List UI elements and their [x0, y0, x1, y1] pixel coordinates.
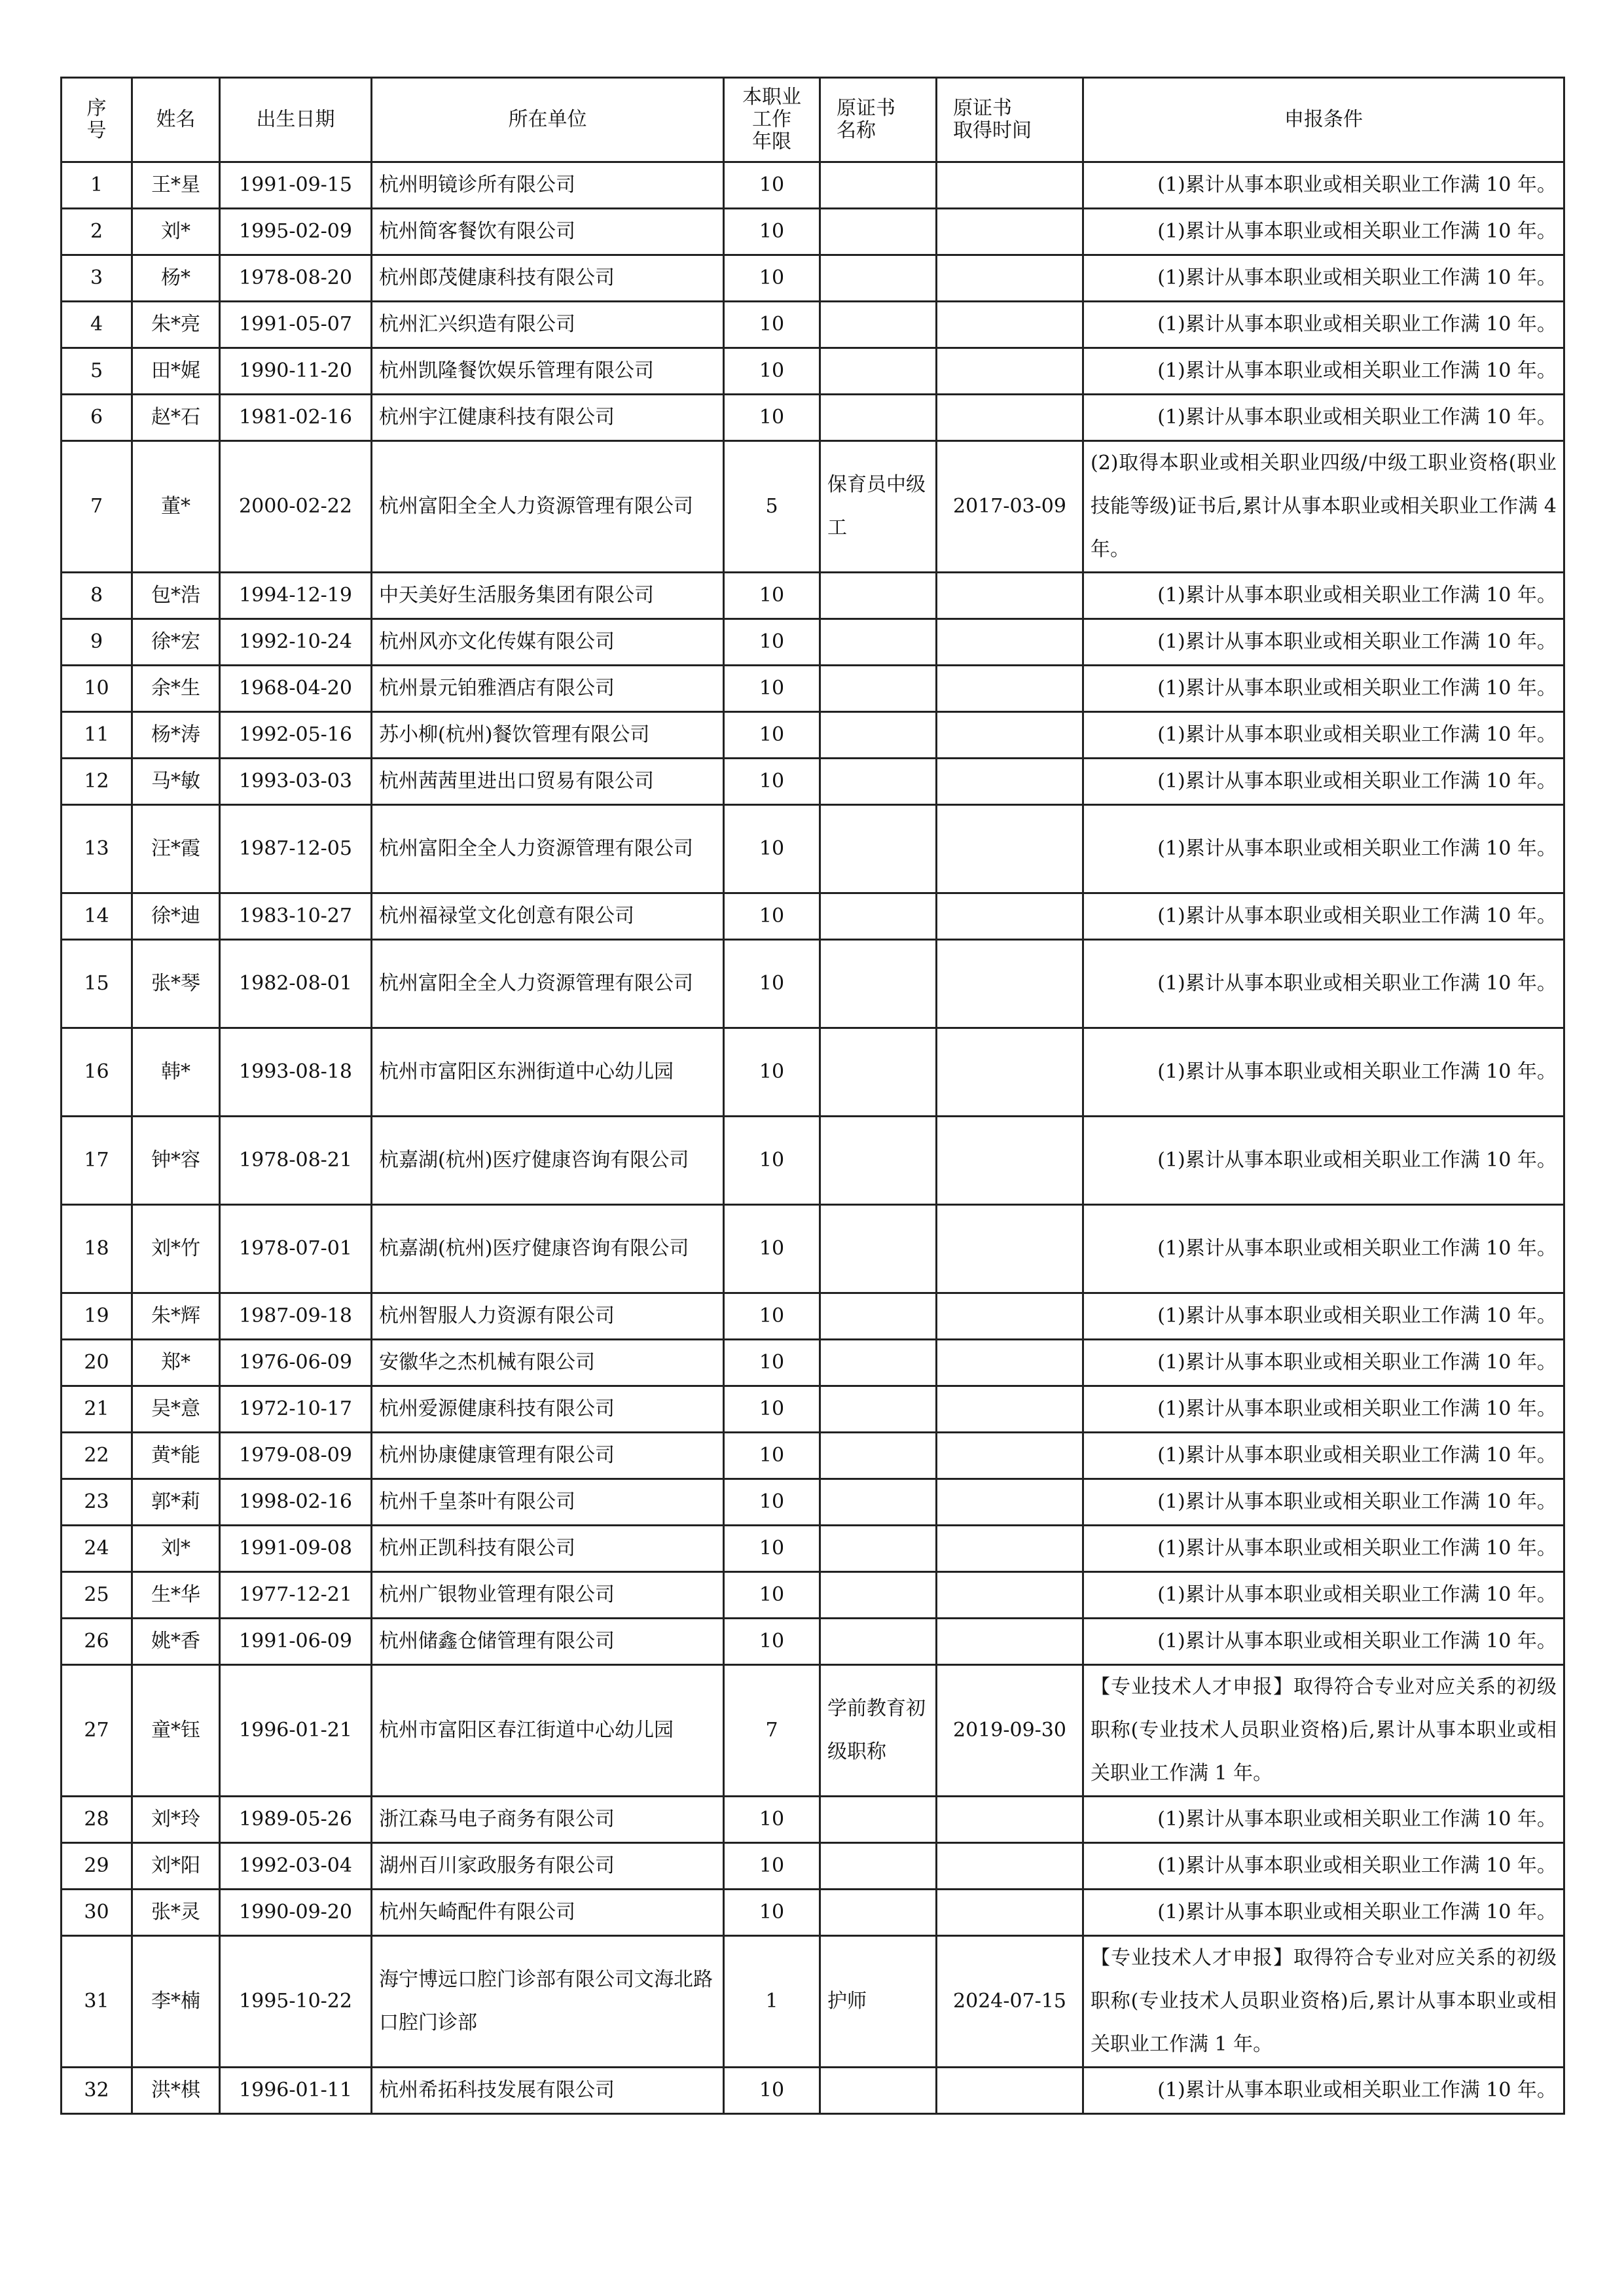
applicant-name: 汪*霞: [132, 805, 220, 893]
certificate-date: [937, 162, 1083, 209]
original-certificate: [820, 395, 937, 441]
years-in-occupation: 10: [724, 162, 820, 209]
application-condition: (1)累计从事本职业或相关职业工作满 10 年。: [1083, 162, 1564, 209]
original-certificate: 护师: [820, 1936, 937, 2068]
application-condition: (1)累计从事本职业或相关职业工作满 10 年。: [1083, 1340, 1564, 1386]
certificate-date: [937, 1890, 1083, 1936]
work-unit: 杭州明镜诊所有限公司: [372, 162, 724, 209]
work-unit: 杭州富阳全全人力资源管理有限公司: [372, 805, 724, 893]
birth-date: 1990-09-20: [220, 1890, 372, 1936]
header-unit: 所在单位: [372, 78, 724, 162]
original-certificate: [820, 759, 937, 805]
birth-date: 1994-12-19: [220, 573, 372, 619]
original-certificate: [820, 1526, 937, 1572]
row-number: 6: [62, 395, 132, 441]
birth-date: 1993-08-18: [220, 1028, 372, 1117]
certificate-date: [937, 1572, 1083, 1619]
years-in-occupation: 10: [724, 805, 820, 893]
applicant-name: 王*星: [132, 162, 220, 209]
application-condition: (1)累计从事本职业或相关职业工作满 10 年。: [1083, 940, 1564, 1028]
original-certificate: [820, 1293, 937, 1340]
table-row: [62, 1293, 1564, 1340]
original-certificate: [820, 1797, 937, 1843]
birth-date: 1978-07-01: [220, 1205, 372, 1293]
application-condition: (1)累计从事本职业或相关职业工作满 10 年。: [1083, 1117, 1564, 1205]
table-row: [62, 759, 1564, 805]
table-row: [62, 1433, 1564, 1479]
applicant-name: 朱*辉: [132, 1293, 220, 1340]
applicant-name: 田*娓: [132, 348, 220, 395]
years-in-occupation: 10: [724, 940, 820, 1028]
table-row: [62, 255, 1564, 302]
birth-date: 1983-10-27: [220, 893, 372, 940]
table-row: [62, 1797, 1564, 1843]
birth-date: 2000-02-22: [220, 441, 372, 573]
row-number: 13: [62, 805, 132, 893]
table-row: [62, 2068, 1564, 2114]
birth-date: 1992-03-04: [220, 1843, 372, 1890]
years-in-occupation: 10: [724, 302, 820, 348]
work-unit: 杭州富阳全全人力资源管理有限公司: [372, 940, 724, 1028]
applicant-name: 韩*: [132, 1028, 220, 1117]
work-unit: 杭州茜茜里进出口贸易有限公司: [372, 759, 724, 805]
row-number: 27: [62, 1665, 132, 1797]
certificate-date: [937, 1619, 1083, 1665]
table-row: [62, 441, 1564, 573]
applicant-name: 张*琴: [132, 940, 220, 1028]
table-row: [62, 348, 1564, 395]
application-condition: (1)累计从事本职业或相关职业工作满 10 年。: [1083, 1433, 1564, 1479]
work-unit: 杭州储鑫仓储管理有限公司: [372, 1619, 724, 1665]
years-in-occupation: 10: [724, 573, 820, 619]
original-certificate: [820, 573, 937, 619]
application-condition: (1)累计从事本职业或相关职业工作满 10 年。: [1083, 1843, 1564, 1890]
row-number: 19: [62, 1293, 132, 1340]
certificate-date: [937, 1843, 1083, 1890]
row-number: 7: [62, 441, 132, 573]
certificate-date: [937, 940, 1083, 1028]
work-unit: 杭州千皇茶叶有限公司: [372, 1479, 724, 1526]
applicant-name: 张*灵: [132, 1890, 220, 1936]
original-certificate: [820, 162, 937, 209]
birth-date: 1991-05-07: [220, 302, 372, 348]
table-row: [62, 619, 1564, 666]
applicant-name: 吴*意: [132, 1386, 220, 1433]
work-unit: 杭州广银物业管理有限公司: [372, 1572, 724, 1619]
table-row: [62, 1843, 1564, 1890]
applicant-name: 董*: [132, 441, 220, 573]
table-row: [62, 302, 1564, 348]
header-no: 序 号: [62, 78, 132, 162]
original-certificate: [820, 666, 937, 712]
application-condition: (1)累计从事本职业或相关职业工作满 10 年。: [1083, 712, 1564, 759]
years-in-occupation: 10: [724, 255, 820, 302]
table-row: [62, 1619, 1564, 1665]
years-in-occupation: 10: [724, 1479, 820, 1526]
birth-date: 1991-09-08: [220, 1526, 372, 1572]
row-number: 8: [62, 573, 132, 619]
years-in-occupation: 10: [724, 1843, 820, 1890]
application-condition: (1)累计从事本职业或相关职业工作满 10 年。: [1083, 893, 1564, 940]
original-certificate: [820, 940, 937, 1028]
original-certificate: [820, 1479, 937, 1526]
years-in-occupation: 10: [724, 1117, 820, 1205]
table-row: [62, 209, 1564, 255]
applicant-name: 杨*涛: [132, 712, 220, 759]
birth-date: 1987-12-05: [220, 805, 372, 893]
application-condition: 【专业技术人才申报】取得符合专业对应关系的初级职称(专业技术人员职业资格)后,累计从事本职业或相关职业工作满 1 年。: [1083, 1665, 1564, 1797]
row-number: 11: [62, 712, 132, 759]
header-years: 本职业 工作 年限: [724, 78, 820, 162]
applicant-name: 童*钰: [132, 1665, 220, 1797]
years-in-occupation: 10: [724, 893, 820, 940]
table-body: [62, 162, 1564, 2114]
table-row: [62, 805, 1564, 893]
applicant-name: 李*楠: [132, 1936, 220, 2068]
application-condition: (1)累计从事本职业或相关职业工作满 10 年。: [1083, 348, 1564, 395]
years-in-occupation: 10: [724, 209, 820, 255]
application-condition: (1)累计从事本职业或相关职业工作满 10 年。: [1083, 1479, 1564, 1526]
application-condition: (1)累计从事本职业或相关职业工作满 10 年。: [1083, 666, 1564, 712]
work-unit: 杭州凯隆餐饮娱乐管理有限公司: [372, 348, 724, 395]
row-number: 24: [62, 1526, 132, 1572]
years-in-occupation: 1: [724, 1936, 820, 2068]
header-birth: 出生日期: [220, 78, 372, 162]
applicant-name: 刘*: [132, 209, 220, 255]
certificate-date: [937, 395, 1083, 441]
certificate-date: [937, 1479, 1083, 1526]
years-in-occupation: 10: [724, 1340, 820, 1386]
work-unit: 杭州汇兴织造有限公司: [372, 302, 724, 348]
application-condition: (1)累计从事本职业或相关职业工作满 10 年。: [1083, 619, 1564, 666]
row-number: 23: [62, 1479, 132, 1526]
row-number: 22: [62, 1433, 132, 1479]
work-unit: 苏小柳(杭州)餐饮管理有限公司: [372, 712, 724, 759]
table-row: [62, 1936, 1564, 2068]
row-number: 29: [62, 1843, 132, 1890]
application-condition: (1)累计从事本职业或相关职业工作满 10 年。: [1083, 1797, 1564, 1843]
applicant-name: 刘*玲: [132, 1797, 220, 1843]
work-unit: 海宁博远口腔门诊部有限公司文海北路口腔门诊部: [372, 1936, 724, 2068]
row-number: 2: [62, 209, 132, 255]
table-row: [62, 1117, 1564, 1205]
application-condition: (1)累计从事本职业或相关职业工作满 10 年。: [1083, 2068, 1564, 2114]
applicant-name: 马*敏: [132, 759, 220, 805]
row-number: 1: [62, 162, 132, 209]
work-unit: 杭嘉湖(杭州)医疗健康咨询有限公司: [372, 1117, 724, 1205]
table-row: [62, 940, 1564, 1028]
application-condition: 【专业技术人才申报】取得符合专业对应关系的初级职称(专业技术人员职业资格)后,累计从事本职业或相关职业工作满 1 年。: [1083, 1936, 1564, 2068]
table-row: [62, 1479, 1564, 1526]
application-condition: (1)累计从事本职业或相关职业工作满 10 年。: [1083, 1028, 1564, 1117]
row-number: 14: [62, 893, 132, 940]
years-in-occupation: 10: [724, 619, 820, 666]
work-unit: 杭州富阳全全人力资源管理有限公司: [372, 441, 724, 573]
years-in-occupation: 10: [724, 1205, 820, 1293]
original-certificate: [820, 1433, 937, 1479]
years-in-occupation: 10: [724, 395, 820, 441]
header-cert-date: 原证书 取得时间: [937, 78, 1083, 162]
original-certificate: [820, 805, 937, 893]
original-certificate: [820, 348, 937, 395]
certificate-date: [937, 1205, 1083, 1293]
original-certificate: [820, 1890, 937, 1936]
original-certificate: [820, 255, 937, 302]
birth-date: 1982-08-01: [220, 940, 372, 1028]
years-in-occupation: 5: [724, 441, 820, 573]
table-row: [62, 1526, 1564, 1572]
work-unit: 杭州矢崎配件有限公司: [372, 1890, 724, 1936]
birth-date: 1995-10-22: [220, 1936, 372, 2068]
application-condition: (1)累计从事本职业或相关职业工作满 10 年。: [1083, 255, 1564, 302]
birth-date: 1995-02-09: [220, 209, 372, 255]
certificate-date: [937, 666, 1083, 712]
work-unit: 杭州郎茂健康科技有限公司: [372, 255, 724, 302]
certificate-date: [937, 1797, 1083, 1843]
applicant-name: 刘*阳: [132, 1843, 220, 1890]
original-certificate: [820, 302, 937, 348]
certificate-date: [937, 893, 1083, 940]
row-number: 31: [62, 1936, 132, 2068]
certificate-date: [937, 1526, 1083, 1572]
original-certificate: [820, 1619, 937, 1665]
application-condition: (1)累计从事本职业或相关职业工作满 10 年。: [1083, 805, 1564, 893]
application-condition: (1)累计从事本职业或相关职业工作满 10 年。: [1083, 1526, 1564, 1572]
application-condition: (2)取得本职业或相关职业四级/中级工职业资格(职业技能等级)证书后,累计从事本职业或相关职业工作满 4 年。: [1083, 441, 1564, 573]
original-certificate: [820, 1843, 937, 1890]
applicant-name: 郭*莉: [132, 1479, 220, 1526]
table-row: [62, 893, 1564, 940]
row-number: 3: [62, 255, 132, 302]
original-certificate: [820, 2068, 937, 2114]
application-condition: (1)累计从事本职业或相关职业工作满 10 年。: [1083, 395, 1564, 441]
work-unit: 杭州协康健康管理有限公司: [372, 1433, 724, 1479]
certificate-date: [937, 348, 1083, 395]
original-certificate: [820, 1117, 937, 1205]
years-in-occupation: 10: [724, 666, 820, 712]
work-unit: 杭州风亦文化传媒有限公司: [372, 619, 724, 666]
certificate-date: 2024-07-15: [937, 1936, 1083, 2068]
birth-date: 1998-02-16: [220, 1479, 372, 1526]
birth-date: 1991-06-09: [220, 1619, 372, 1665]
original-certificate: [820, 1386, 937, 1433]
applicant-name: 姚*香: [132, 1619, 220, 1665]
applicant-name: 杨*: [132, 255, 220, 302]
original-certificate: [820, 1340, 937, 1386]
certificate-date: 2017-03-09: [937, 441, 1083, 573]
certificate-date: 2019-09-30: [937, 1665, 1083, 1797]
work-unit: 杭州景元铂雅酒店有限公司: [372, 666, 724, 712]
birth-date: 1976-06-09: [220, 1340, 372, 1386]
work-unit: 杭州智服人力资源有限公司: [372, 1293, 724, 1340]
application-condition: (1)累计从事本职业或相关职业工作满 10 年。: [1083, 302, 1564, 348]
applicant-name: 刘*: [132, 1526, 220, 1572]
work-unit: 杭州正凯科技有限公司: [372, 1526, 724, 1572]
certificate-date: [937, 302, 1083, 348]
certificate-date: [937, 573, 1083, 619]
row-number: 20: [62, 1340, 132, 1386]
application-condition: (1)累计从事本职业或相关职业工作满 10 年。: [1083, 1890, 1564, 1936]
work-unit: 杭州爱源健康科技有限公司: [372, 1386, 724, 1433]
row-number: 9: [62, 619, 132, 666]
row-number: 5: [62, 348, 132, 395]
original-certificate: 保育员中级工: [820, 441, 937, 573]
row-number: 17: [62, 1117, 132, 1205]
row-number: 32: [62, 2068, 132, 2114]
applicant-name: 徐*宏: [132, 619, 220, 666]
applicant-name: 朱*亮: [132, 302, 220, 348]
certificate-date: [937, 1386, 1083, 1433]
work-unit: 杭州简客餐饮有限公司: [372, 209, 724, 255]
applicant-name: 徐*迪: [132, 893, 220, 940]
years-in-occupation: 10: [724, 1293, 820, 1340]
row-number: 15: [62, 940, 132, 1028]
years-in-occupation: 10: [724, 712, 820, 759]
work-unit: 浙江森马电子商务有限公司: [372, 1797, 724, 1843]
header-cert: 原证书 名称: [820, 78, 937, 162]
certificate-date: [937, 805, 1083, 893]
applicant-name: 黄*能: [132, 1433, 220, 1479]
birth-date: 1981-02-16: [220, 395, 372, 441]
certificate-date: [937, 712, 1083, 759]
years-in-occupation: 10: [724, 2068, 820, 2114]
work-unit: 中天美好生活服务集团有限公司: [372, 573, 724, 619]
work-unit: 杭州希拓科技发展有限公司: [372, 2068, 724, 2114]
work-unit: 湖州百川家政服务有限公司: [372, 1843, 724, 1890]
row-number: 25: [62, 1572, 132, 1619]
birth-date: 1972-10-17: [220, 1386, 372, 1433]
table-row: [62, 1665, 1564, 1797]
original-certificate: [820, 209, 937, 255]
certificate-date: [937, 619, 1083, 666]
years-in-occupation: 10: [724, 1797, 820, 1843]
table-row: [62, 1028, 1564, 1117]
table-row: [62, 162, 1564, 209]
birth-date: 1987-09-18: [220, 1293, 372, 1340]
applicant-name: 赵*石: [132, 395, 220, 441]
birth-date: 1979-08-09: [220, 1433, 372, 1479]
table-row: [62, 395, 1564, 441]
years-in-occupation: 10: [724, 348, 820, 395]
row-number: 16: [62, 1028, 132, 1117]
application-condition: (1)累计从事本职业或相关职业工作满 10 年。: [1083, 1386, 1564, 1433]
row-number: 21: [62, 1386, 132, 1433]
certificate-date: [937, 1340, 1083, 1386]
birth-date: 1992-10-24: [220, 619, 372, 666]
row-number: 28: [62, 1797, 132, 1843]
work-unit: 杭州宇江健康科技有限公司: [372, 395, 724, 441]
table-row: [62, 666, 1564, 712]
years-in-occupation: 10: [724, 1890, 820, 1936]
table-row: [62, 1572, 1564, 1619]
certificate-date: [937, 1117, 1083, 1205]
birth-date: 1978-08-21: [220, 1117, 372, 1205]
birth-date: 1977-12-21: [220, 1572, 372, 1619]
row-number: 30: [62, 1890, 132, 1936]
original-certificate: [820, 1205, 937, 1293]
birth-date: 1978-08-20: [220, 255, 372, 302]
applicant-name: 生*华: [132, 1572, 220, 1619]
application-condition: (1)累计从事本职业或相关职业工作满 10 年。: [1083, 1572, 1564, 1619]
certificate-date: [937, 759, 1083, 805]
birth-date: 1996-01-11: [220, 2068, 372, 2114]
applicant-table: [60, 77, 1565, 2115]
work-unit: 杭州福禄堂文化创意有限公司: [372, 893, 724, 940]
years-in-occupation: 10: [724, 1433, 820, 1479]
application-condition: (1)累计从事本职业或相关职业工作满 10 年。: [1083, 573, 1564, 619]
work-unit: 杭州市富阳区东洲街道中心幼儿园: [372, 1028, 724, 1117]
application-condition: (1)累计从事本职业或相关职业工作满 10 年。: [1083, 1293, 1564, 1340]
table-row: [62, 1890, 1564, 1936]
birth-date: 1990-11-20: [220, 348, 372, 395]
header-cond: 申报条件: [1083, 78, 1564, 162]
applicant-name: 洪*棋: [132, 2068, 220, 2114]
row-number: 18: [62, 1205, 132, 1293]
original-certificate: [820, 893, 937, 940]
application-condition: (1)累计从事本职业或相关职业工作满 10 年。: [1083, 209, 1564, 255]
years-in-occupation: 10: [724, 759, 820, 805]
certificate-date: [937, 2068, 1083, 2114]
birth-date: 1993-03-03: [220, 759, 372, 805]
applicant-name: 郑*: [132, 1340, 220, 1386]
application-condition: (1)累计从事本职业或相关职业工作满 10 年。: [1083, 1205, 1564, 1293]
original-certificate: [820, 712, 937, 759]
birth-date: 1996-01-21: [220, 1665, 372, 1797]
birth-date: 1991-09-15: [220, 162, 372, 209]
years-in-occupation: 10: [724, 1386, 820, 1433]
certificate-date: [937, 1433, 1083, 1479]
row-number: 4: [62, 302, 132, 348]
applicant-name: 包*浩: [132, 573, 220, 619]
birth-date: 1992-05-16: [220, 712, 372, 759]
header-row: [62, 78, 1564, 162]
row-number: 26: [62, 1619, 132, 1665]
row-number: 12: [62, 759, 132, 805]
years-in-occupation: 10: [724, 1526, 820, 1572]
birth-date: 1968-04-20: [220, 666, 372, 712]
table-row: [62, 712, 1564, 759]
applicant-name: 刘*竹: [132, 1205, 220, 1293]
header-name: 姓名: [132, 78, 220, 162]
original-certificate: [820, 619, 937, 666]
original-certificate: [820, 1572, 937, 1619]
certificate-date: [937, 1028, 1083, 1117]
table-row: [62, 1205, 1564, 1293]
original-certificate: 学前教育初级职称: [820, 1665, 937, 1797]
work-unit: 杭州市富阳区春江街道中心幼儿园: [372, 1665, 724, 1797]
table-row: [62, 1340, 1564, 1386]
application-condition: (1)累计从事本职业或相关职业工作满 10 年。: [1083, 1619, 1564, 1665]
years-in-occupation: 7: [724, 1665, 820, 1797]
original-certificate: [820, 1028, 937, 1117]
applicant-name: 余*生: [132, 666, 220, 712]
certificate-date: [937, 209, 1083, 255]
work-unit: 安徽华之杰机械有限公司: [372, 1340, 724, 1386]
certificate-date: [937, 255, 1083, 302]
work-unit: 杭嘉湖(杭州)医疗健康咨询有限公司: [372, 1205, 724, 1293]
years-in-occupation: 10: [724, 1572, 820, 1619]
years-in-occupation: 10: [724, 1028, 820, 1117]
row-number: 10: [62, 666, 132, 712]
table-row: [62, 1386, 1564, 1433]
applicant-name: 钟*容: [132, 1117, 220, 1205]
years-in-occupation: 10: [724, 1619, 820, 1665]
birth-date: 1989-05-26: [220, 1797, 372, 1843]
application-condition: (1)累计从事本职业或相关职业工作满 10 年。: [1083, 759, 1564, 805]
table-row: [62, 573, 1564, 619]
certificate-date: [937, 1293, 1083, 1340]
